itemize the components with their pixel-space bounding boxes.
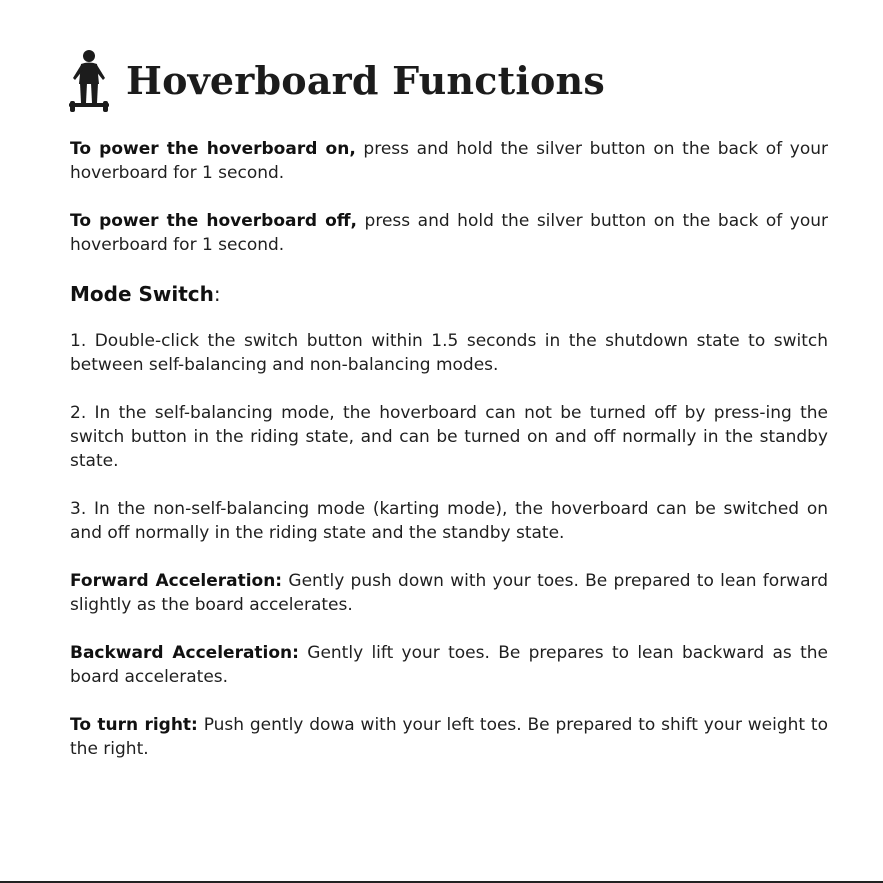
forward-acceleration-text: Gently push down with your toes. Be prepared to lean forward slightly as the board accelerates. bbox=[70, 571, 828, 615]
backward-acceleration-text: Gently lift your toes. Be prepares to lean backward as the board accelerates. bbox=[70, 643, 829, 687]
power-on-lead: To power the hoverboard on, bbox=[70, 139, 356, 159]
mode-switch-label: Mode Switch bbox=[70, 282, 214, 306]
power-off-lead: To power the hoverboard off, bbox=[70, 211, 357, 231]
hoverboard-rider-icon bbox=[66, 48, 112, 114]
mode-switch-item-3: 3. In the non-self-balancing mode (karting mode), the hoverboard can be switched on and off normally in the riding state and the standby state. bbox=[70, 499, 828, 543]
mode-switch-heading bbox=[70, 281, 828, 307]
instructions-body bbox=[70, 137, 828, 785]
mode-switch-item-1: 1. Double-click the switch button within 1.5 seconds in the shutdown state to switch between self-balancing and non-balancing modes. bbox=[70, 331, 828, 375]
backward-acceleration-paragraph bbox=[70, 641, 828, 689]
backward-acceleration-lead: Backward Acceleration: bbox=[70, 643, 299, 663]
power-off-paragraph bbox=[70, 209, 828, 257]
power-off-text: press and hold the silver button on the back of your hoverboard for 1 second. bbox=[70, 211, 828, 255]
power-on-text: press and hold the silver button on the back of your hoverboard for 1 second. bbox=[70, 139, 829, 183]
forward-acceleration-lead: Forward Acceleration: bbox=[70, 571, 283, 591]
page-title: Hoverboard Functions bbox=[126, 58, 605, 103]
page-header bbox=[66, 48, 605, 114]
forward-acceleration-paragraph bbox=[70, 569, 828, 617]
mode-switch-colon: : bbox=[213, 282, 221, 306]
power-on-paragraph bbox=[70, 137, 828, 185]
turn-right-lead: To turn right: bbox=[70, 715, 198, 735]
turn-right-text: Push gently dowa with your left toes. Be prepared to shift your weight to the right. bbox=[70, 715, 828, 759]
turn-right-paragraph bbox=[70, 713, 828, 761]
mode-switch-item-2: 2. In the self-balancing mode, the hoverboard can not be turned off by press-ing the switch button in the riding state, and can be turned on and off normally in the standby state. bbox=[70, 403, 828, 471]
